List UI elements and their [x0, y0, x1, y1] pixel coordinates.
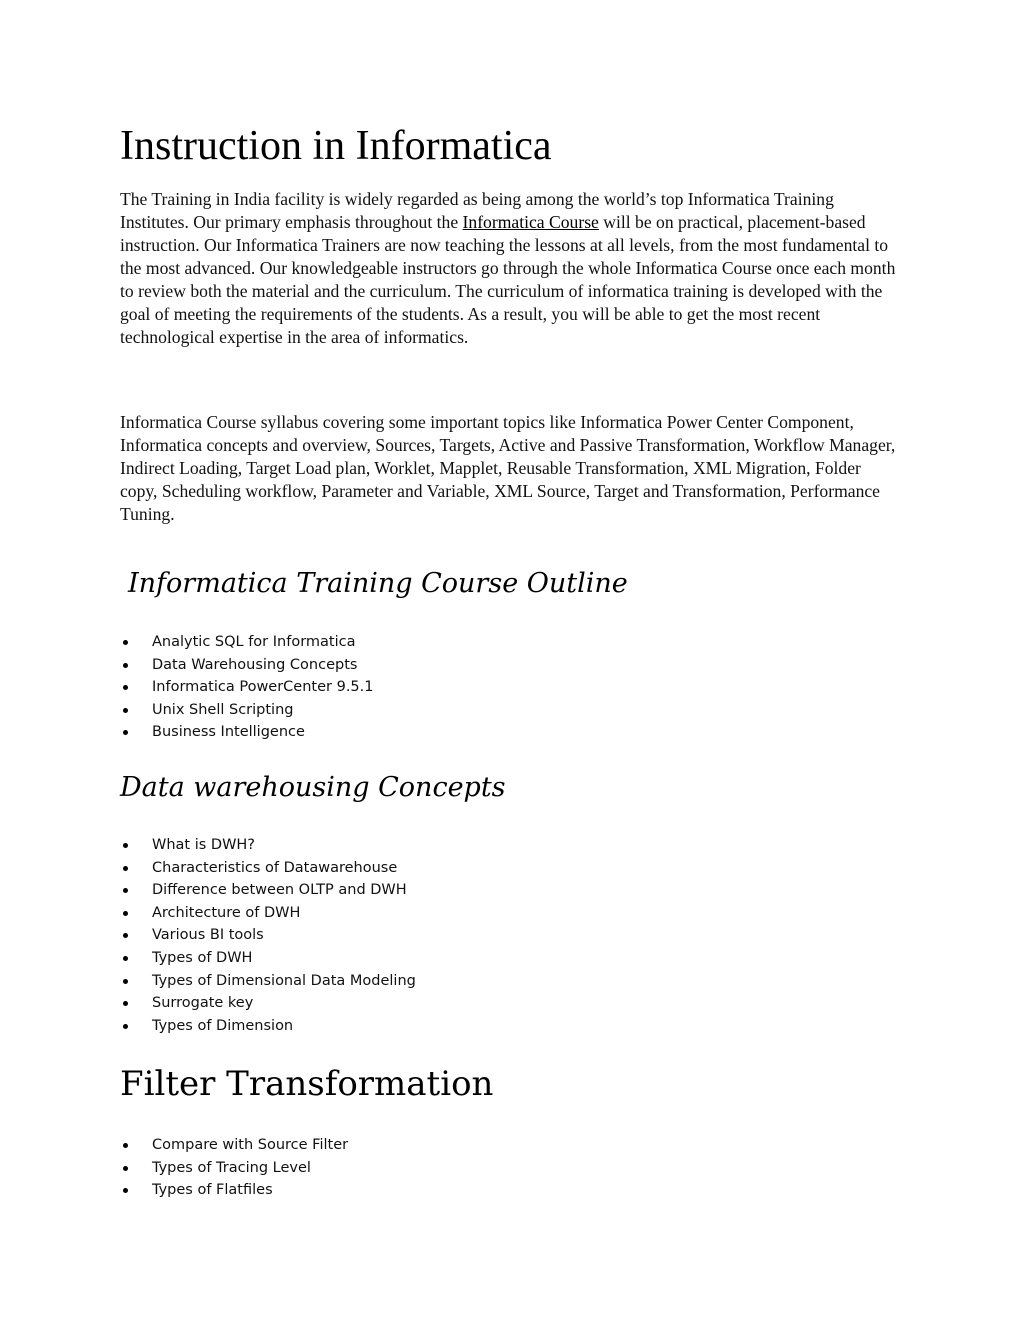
list-item-label: Types of DWH [152, 949, 253, 966]
bullet-icon [123, 1166, 128, 1171]
bullet-icon [123, 640, 128, 645]
list-item-label: Unix Shell Scripting [152, 701, 294, 718]
list-item-label: Characteristics of Datawarehouse [152, 859, 398, 876]
intro-text-before-link: The Training in India facility is widely regarded as being among the world’s top Informatica Training Institutes. Our primary emphasis throughout the [120, 189, 834, 232]
list-item [120, 834, 416, 857]
course-outline-heading: Informatica Training Course Outline [128, 568, 628, 599]
list-item [120, 699, 374, 722]
list-item [120, 924, 416, 947]
list-item [120, 654, 374, 677]
filter-transformation-heading: Filter Transformation [120, 1064, 494, 1104]
list-item [120, 992, 416, 1015]
list-item [120, 631, 374, 654]
bullet-icon [123, 911, 128, 916]
filter-transformation-list [120, 1134, 348, 1202]
bullet-icon [123, 843, 128, 848]
list-item [120, 857, 416, 880]
list-item-label: Types of Dimensional Data Modeling [152, 972, 416, 989]
list-item-label: Types of Tracing Level [152, 1159, 311, 1176]
bullet-icon [123, 730, 128, 735]
list-item [120, 1179, 348, 1202]
list-item [120, 947, 416, 970]
bullet-icon [123, 685, 128, 690]
bullet-icon [123, 956, 128, 961]
bullet-icon [123, 1188, 128, 1193]
dwh-concepts-heading: Data warehousing Concepts [120, 772, 506, 803]
list-item-label: Types of Dimension [152, 1017, 294, 1034]
bullet-icon [123, 888, 128, 893]
syllabus-paragraph: Informatica Course syllabus covering some important topics like Informatica Power Center Component, Informatica concepts and overview, Sources, Targets, Active and Passive Transformation, Workflow Manager, Indirect Loading, Target Load plan, Worklet, Mapplet, Reusable Transformation, XML Migration, Folder copy, Scheduling workflow, Parameter and Variable, XML Source, Target and Transformation, Performance Tuning. [120, 412, 896, 524]
list-item [120, 1015, 416, 1038]
informatica-course-link[interactable]: Informatica Course [462, 212, 599, 232]
list-item-label: Business Intelligence [152, 724, 305, 741]
list-item-label: Surrogate key [152, 995, 254, 1012]
bullet-icon [123, 933, 128, 938]
bullet-icon [123, 866, 128, 871]
list-item-label: Compare with Source Filter [152, 1137, 349, 1153]
list-item [120, 1134, 348, 1157]
bullet-icon [123, 979, 128, 984]
list-item-label: Various BI tools [152, 927, 264, 944]
list-item [120, 676, 374, 699]
list-item-label: Analytic SQL for Informatica [152, 634, 356, 650]
list-item-label: Informatica PowerCenter 9.5.1 [152, 679, 374, 696]
list-item-label: Difference between OLTP and DWH [152, 882, 407, 899]
bullet-icon [123, 1001, 128, 1006]
list-item [120, 1157, 348, 1180]
course-outline-list [120, 631, 374, 744]
bullet-icon [123, 1143, 128, 1148]
page-title: Instruction in Informatica [120, 123, 552, 169]
list-item-label: Data Warehousing Concepts [152, 656, 358, 673]
bullet-icon [123, 663, 128, 668]
dwh-concepts-list [120, 834, 416, 1037]
list-item [120, 879, 416, 902]
list-item [120, 970, 416, 993]
list-item-label: Architecture of DWH [152, 904, 301, 921]
list-item [120, 902, 416, 925]
list-item-label: What is DWH? [152, 837, 256, 853]
intro-paragraph [120, 188, 900, 349]
bullet-icon [123, 1024, 128, 1029]
list-item [120, 721, 374, 744]
list-item-label: Types of Flatfiles [152, 1182, 273, 1199]
bullet-icon [123, 708, 128, 713]
intro-text-after-link: will be on practical, placement-based instruction. Our Informatica Trainers are now teaching the lessons at all levels, from the most fundamental to the most advanced. Our knowledgeable instructors go through the whole Informatica Course once each month to review both the material and the curriculum. The curriculum of informatica training is developed with the goal of meeting the requirements of the students. As a result, you will be able to get the most recent technological expertise in the area of informatics. [120, 212, 896, 347]
